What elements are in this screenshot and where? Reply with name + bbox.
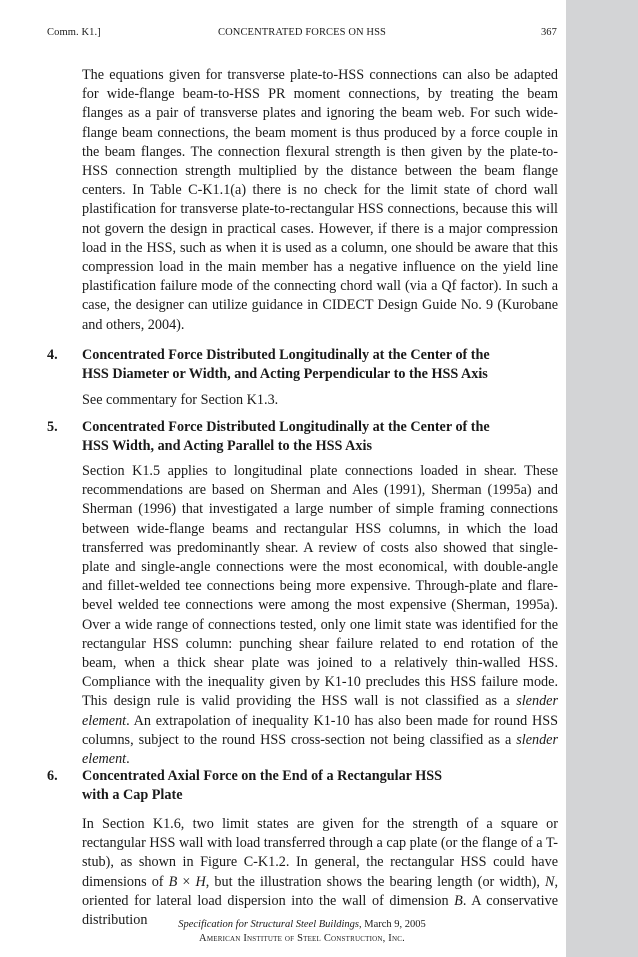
variable-b: B — [168, 873, 178, 890]
times-symbol: × — [182, 873, 191, 890]
emphasis-slender-element: slender element — [82, 693, 558, 729]
section-6-title-line1: Concentrated Axial Force on the End of a Rectangular HSS — [82, 768, 443, 784]
variable-h: H — [195, 873, 206, 890]
section-4-title — [82, 346, 562, 384]
emphasis-slender-element-2: slender element — [82, 731, 559, 768]
section-5-title — [82, 418, 562, 456]
section-6-title — [82, 767, 562, 805]
footer-spec-title: Specification for Structural Steel Buildings, — [178, 919, 362, 930]
section-5-body-text-3: . — [126, 751, 130, 768]
running-header — [47, 27, 557, 43]
section-6-body — [82, 815, 558, 930]
section-6-body-text-4: . A conservative distribution — [82, 892, 558, 929]
variable-n: N — [545, 873, 555, 890]
section-6-body-text: In Section K1.6, two limit states are given for the strength of a square or rectangular HSS wall with load transferred through a cap plate (or the flange of a T-stub), as shown in Figure C-K1.2. In general, the rectangular HSS could have dimensions of — [82, 816, 558, 890]
footer-spec-date: March 9, 2005 — [364, 919, 426, 930]
footer-publisher: American Institute of Steel Construction, Inc. — [199, 933, 405, 944]
section-5-body-text: Section K1.5 applies to longitudinal plate connections loaded in shear. These recommendations are based on Sherman and Ales (1991), Sherman (1995a) and Sherman (1996) that investigated a large number of simple framing connections between wide-flange beams and rectangular HSS columns, in which the load transferred was predominantly shear. A review of costs also showed that single-plate and single-angle connections were the most economical, with double-angle and fillet-welded tee connections being more expensive. Through-plate and flare-bevel welded tee connections were among the most expensive (Sherman, 1995a). Over a wide range of connections tested, only one limit state was identified for the rectangular HSS column: punching shear failure related to end rotation of the beam, when a thick shear plate was joined to a relatively thin-walled HSS. Compliance with the inequality given by K1-10 precludes this HSS failure mode. This design rule is valid providing the HSS wall is not classified as a — [82, 463, 558, 710]
section-5-title-line1: Concentrated Force Distributed Longitudinally at the Center of the — [82, 419, 490, 435]
section-4-number: 4. — [47, 347, 58, 363]
section-6-body-text-3: , oriented for lateral load dispersion into the wall of dimension — [82, 873, 559, 909]
section-5-body-text-2: . An extrapolation of inequality K1-10 has also been made for round HSS columns, subject to the round HSS cross-section not being classified as a — [82, 712, 558, 748]
page-number: 367 — [540, 27, 557, 38]
section-4-title-line1: Concentrated Force Distributed Longitudinally at the Center of the — [82, 347, 490, 363]
section-5-title-line2: HSS Width, and Acting Parallel to the HSS Axis — [82, 438, 372, 455]
section-5-body — [82, 462, 558, 769]
header-section-ref: Comm. K1.] — [47, 27, 101, 38]
section-6-title-line2: with a Cap Plate — [82, 787, 183, 804]
variable-b-2: B — [454, 892, 463, 909]
section-6-body-text-2: , but the illustration shows the bearing length (or width), — [205, 873, 540, 890]
section-4-body: See commentary for Section K1.3. — [82, 392, 279, 408]
intro-paragraph: The equations given for transverse plate-to-HSS connections can also be adapted for wide-flange beam-to-HSS PR moment connections, by treating the beam flanges as a pair of transverse plates and ignoring the beam web. For such wide-flange beam connections, the beam moment is thus produced by a force couple in the beam flanges. The connection flexural strength is then given by the plate-to-HSS connection strength multiplied by the distance between the beam flange centers. In Table C-K1.1(a) there is no check for the limit state of chord wall plastification for transverse plate-to-rectangular HSS connections, because this will not govern the design in practical cases. However, if there is a major compression load in the HSS, such as when it is used as a column, one should be aware that this compression load in the main member has a negative influence on the yield line plastification failure mode of the connecting chord wall (via a Qf factor). In such a case, the designer can utilize guidance in CIDECT Design Guide No. 9 (Kurobane and others, 2004). — [82, 67, 558, 333]
side-margin-strip — [566, 0, 638, 957]
header-chapter-title: CONCENTRATED FORCES ON HSS — [217, 27, 386, 38]
section-4-title-line2: HSS Diameter or Width, and Acting Perpendicular to the HSS Axis — [82, 366, 488, 383]
section-6-number: 6. — [47, 768, 58, 784]
section-5-number: 5. — [47, 419, 58, 435]
footer-spec-line — [47, 918, 557, 932]
page-footer — [47, 918, 557, 946]
